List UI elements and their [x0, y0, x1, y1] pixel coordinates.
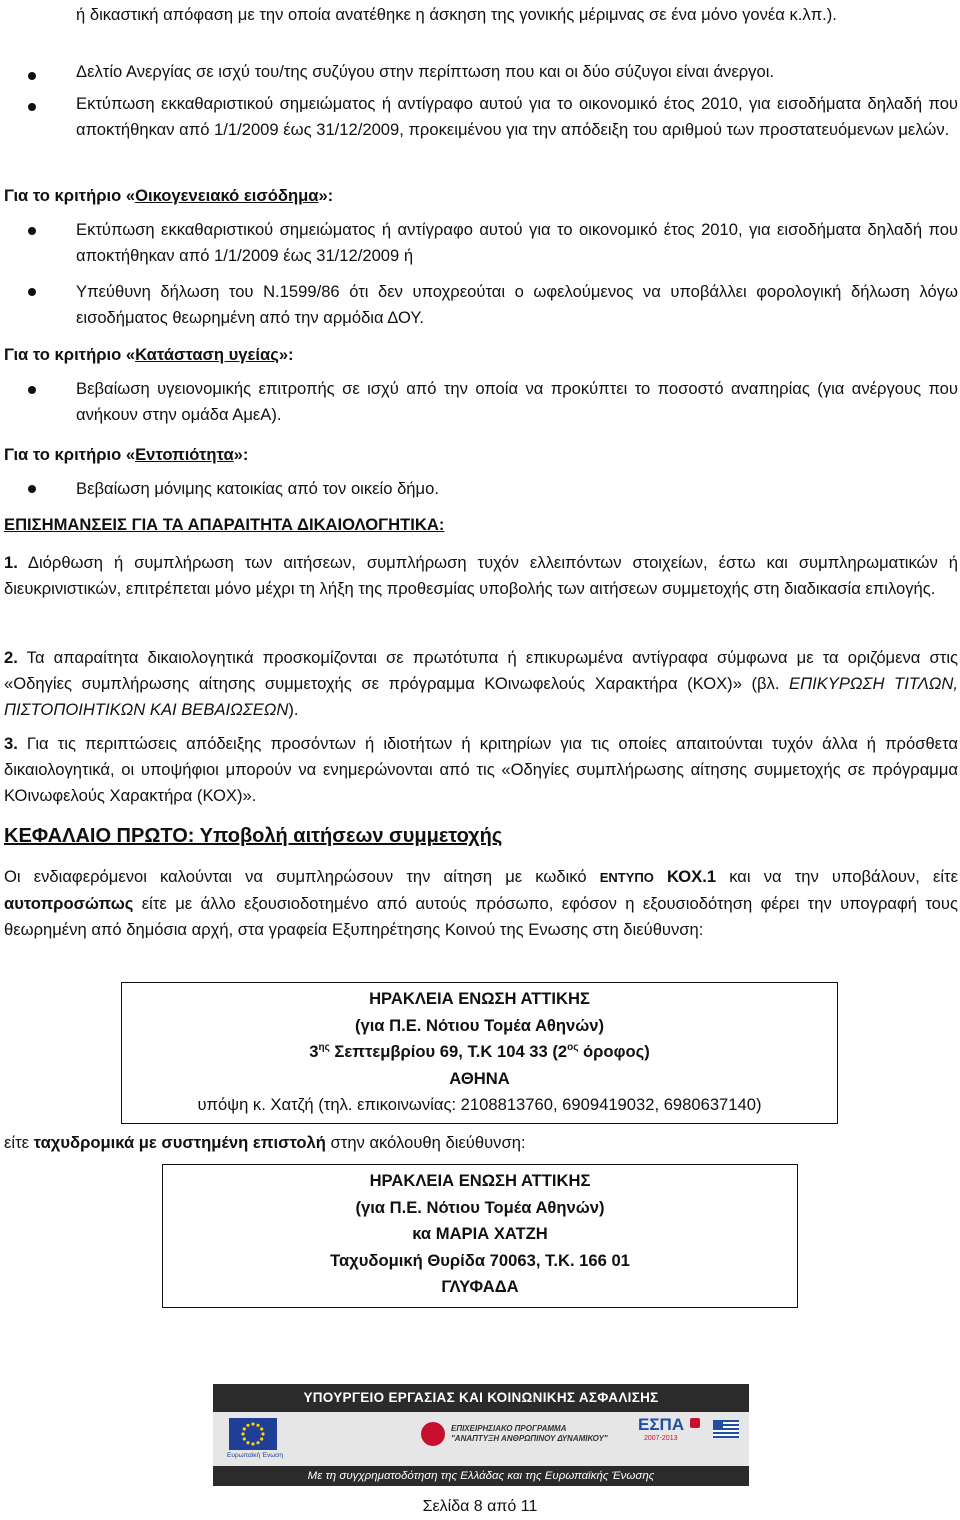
page-number: Σελίδα 8 από 11: [422, 1498, 538, 1515]
note-3: 3. Για τις περιπτώσεις απόδειξης προσόντων ή ιδιοτήτων ή κριτηρίων για τις οποίες απαιτούνται τυχόν άλλα ή πρόσθετα δικαιολογητικά, οι υποψήφιοι μπορούν να ενημερώνονται από τις «Οδηγίες συμπλήρωσης αίτησης συμμετοχής σε πρόγραμμα ΚΟινωφελούς Χαρακτήρα (ΚΟΧ)».: [4, 734, 958, 805]
funding-banner: [213, 1384, 749, 1486]
residence-heading: Για το κριτήριο «Εντοπιότητα»:: [4, 445, 249, 464]
chapter-title: ΚΕΦΑΛΑΙΟ ΠΡΩΤΟ: Υποβολή αιτήσεων συμμετοχής: [4, 825, 503, 847]
bullet-icon: [28, 72, 36, 80]
ministry-band: ΥΠΟΥΡΓΕΙΟ ΕΡΓΑΣΙΑΣ ΚΑΙ ΚΟΙΝΩΝΙΚΗΣ ΑΣΦΑΛΙΣΗΣ: [213, 1384, 749, 1412]
postal-address-box: [162, 1164, 798, 1308]
notes-heading: ΕΠΙΣΗΜΑΝΣΕΙΣ ΓΙΑ ΤΑ ΑΠΑΡΑΙΤΗΤΑ ΔΙΚΑΙΟΛΟΓΗΤΙΚΑ:: [4, 515, 445, 534]
union-name: ΗΡΑΚΛΕΙΑ ΕΝΩΣΗ ΑΤΤΙΚΗΣ: [369, 1171, 591, 1190]
note-2: 2. Τα απαραίτητα δικαιολογητικά προσκομίζονται σε πρωτότυπα ή επικυρωμένα αντίγραφα σύμφωνα με τα οριζόμενα στις «Οδηγίες συμπλήρωσης αίτησης συμμετοχής σε πρόγραμμα ΚΟινωφελούς Χαρακτήρα (ΚΟΧ)» (βλ. ΕΠΙΚΥΡΩΣΗ ΤΙΤΛΩΝ, ΠΙΣΤΟΠΟΙΗΤΙΚΩΝ ΚΑΙ ΒΕΒΑΙΩΣΕΩΝ).: [4, 648, 958, 719]
income-heading: Για το κριτήριο «Οικογενειακό εισόδημα»:: [4, 186, 334, 205]
greek-flag-icon: [713, 1420, 739, 1438]
op-title: ΕΠΙΧΕΙΡΗΣΙΑΚΟ ΠΡΟΓΡΑΜΜΑ "ΑΝΑΠΤΥΞΗ ΑΝΘΡΩΠΙΝΟΥ ΔΥΝΑΜΙΚΟΥ": [451, 1424, 608, 1443]
espa-logo-icon: ΕΣΠΑ 2007-2013: [638, 1416, 702, 1446]
logos-strip: [213, 1412, 749, 1466]
sector-name: (για Π.Ε. Νότιου Τομέα Αθηνών): [355, 1197, 605, 1217]
union-name: ΗΡΑΚΛΕΙΑ ΕΝΩΣΗ ΑΤΤΙΚΗΣ: [369, 989, 590, 1008]
income-tax-statement-item: Εκτύπωση εκκαθαριστικού σημειώματος ή αντίγραφο αυτού για το οικονομικό έτος 2010, για εισοδήματα δηλαδή που αποκτήθηκαν από 1/1/2009 έως 31/12/2009 ή: [76, 220, 958, 265]
chapter-paragraph: Οι ενδιαφερόμενοι καλούνται να συμπληρώσουν την αίτηση με κωδικό ΕΝΤΥΠΟ ΚΟΧ.1 και να την υποβάλουν, είτε αυτοπροσώπως είτε με άλλο εξουσιοδοτημένο από αυτούς πρόσωπο, εφόσον η εξουσιοδότηση φέρει την υπογραφή τους θεωρημένη από δημόσια αρχή, στα γραφεία Εξυπηρέτησης Κοινού της Ενωσης στη διεύθυνση:: [4, 867, 959, 939]
recipient-name: κα ΜΑΡΙΑ ΧΑΤΖΗ: [412, 1224, 548, 1243]
tax-statement-item: Εκτύπωση εκκαθαριστικού σημειώματος ή αντίγραφο αυτού για το οικονομικό έτος 2010, για εισοδήματα δηλαδή που αποκτήθηκαν από 1/1/2009 έως 31/12/2009, προκειμένου για την απόδειξη του αριθμού των προστατευόμενων μελών.: [76, 94, 958, 139]
bullet-icon: [28, 485, 36, 493]
bullet-icon: [28, 103, 36, 111]
continuation-text: ή δικαστική απόφαση με την οποία ανατέθηκε η άσκηση της γονικής μέριμνας σε ένα μόνο γονέα κ.λπ.).: [76, 5, 837, 24]
city-name: ΓΛΥΦΑΔΑ: [441, 1277, 519, 1296]
postal-instruction: είτε ταχυδρομικά με συστημένη επιστολή στην ακόλουθη διεύθυνση:: [4, 1133, 526, 1152]
unemployment-card-item: Δελτίο Ανεργίας σε ισχύ του/της συζύγου στην περίπτωση που και οι δύο σύζυγοι είναι άνεργοι.: [76, 62, 774, 81]
residence-certificate-item: Βεβαίωση μόνιμης κατοικίας από τον οικείο δήμο.: [76, 479, 439, 498]
note-1: 1. Διόρθωση ή συμπλήρωση των αιτήσεων, συμπλήρωση τυχόν ελλειπόντων στοιχείων, έστω και συμπληρωματικών ή διευκρινιστικών, επιτρέπεται μόνο μέχρι τη λήξη της προθεσμίας υποβολής των αιτήσεων συμμετοχής στη διαδικασία επιλογής.: [4, 553, 958, 598]
eu-flag-icon: [229, 1418, 277, 1450]
op-logo-icon: [421, 1422, 445, 1446]
bullet-icon: [28, 386, 36, 394]
cofunding-band: Με τη συγχρηματοδότηση της Ελλάδας και της Ευρωπαϊκής Ένωσης: [213, 1466, 749, 1486]
street-address: $3^{\eta\varsigma}$ Σεπτεμβρίου 69, Τ.Κ 104 33 ($2^{o\varsigma}$ όροφος): [309, 1042, 650, 1061]
athens-address-box: [121, 982, 838, 1124]
city-name: ΑΘΗΝΑ: [449, 1068, 510, 1088]
bullet-icon: [28, 227, 36, 235]
health-committee-item: Βεβαίωση υγειονομικής επιτροπής σε ισχύ από την οποία να προκύπτει το ποσοστό αναπηρίας (για ανέργους που ανήκουν στην ομάδα ΑμεΑ).: [76, 379, 958, 424]
po-box: Ταχυδομική Θυρίδα 70063, Τ.Κ. 166 01: [330, 1250, 630, 1270]
contact-person: υπόψη κ. Χατζή (τηλ. επικοινωνίας: 2108813760, 6909419032, 6980637140): [197, 1095, 762, 1114]
sector-name: (για Π.Ε. Νότιου Τομέα Αθηνών): [354, 1015, 605, 1035]
eu-label: Ευρωπαϊκή Ένωση: [227, 1452, 283, 1459]
solemn-declaration-item: Υπεύθυνη δήλωση του Ν.1599/86 ότι δεν υποχρεούται ο ωφελούμενος να υποβάλλει φορολογική δήλωση λόγω εισοδήματος θεωρημένη από την αρμόδια ΔΟΥ.: [76, 282, 958, 327]
health-heading: Για το κριτήριο «Κατάσταση υγείας»:: [4, 345, 294, 364]
bullet-icon: [28, 288, 36, 296]
